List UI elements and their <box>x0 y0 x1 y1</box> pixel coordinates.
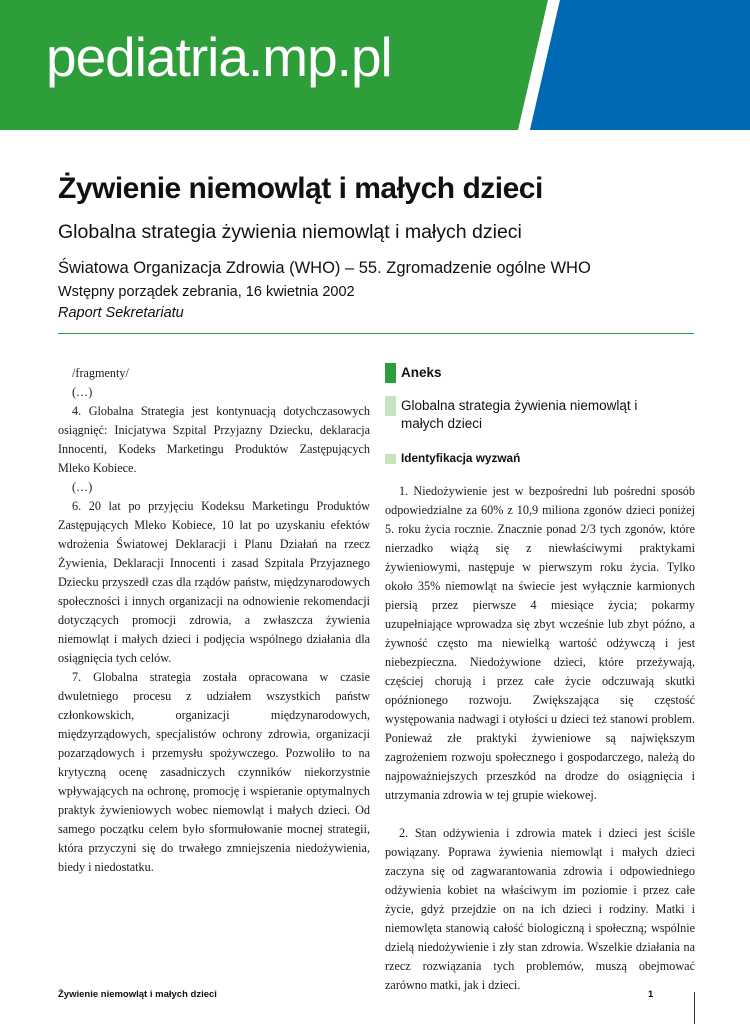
right-column <box>385 482 695 995</box>
annex-title-marker <box>385 396 396 416</box>
annex-heading: Aneks <box>401 365 442 380</box>
footer-title: Żywienie niemowląt i małych dzieci <box>58 989 217 1000</box>
paragraph: (…) <box>72 385 93 399</box>
page-number: 1 <box>648 989 654 1000</box>
paragraph: /fragmenty/ <box>72 366 129 380</box>
section-marker <box>385 454 396 464</box>
paragraph: (…) <box>72 480 93 494</box>
paragraph: 1. Niedożywienie jest w bezpośredni lub pośredni sposób odpowiedzialne za 60% z 10,9 miliona zgonów dzieci poniżej 5. roku życia rocznie. Znacznie ponad 2/3 tych zgonów, które nierzadko wiążą się z niewłaściwymi praktykami żywieniowymi, następuje w pierwszym roku życia. Tylko około 35% niemowląt na świecie jest wyłącznie karmionych piersią przez pierwsze 4 miesiące życia; pokarmy uzupełniające wprowadza się zbyt wcześnie lub zbyt późno, a żywność często ma niewielką wartość odżywczą i jest niebezpieczna. Niedożywione dzieci, które przeżywają, częściej chorują i przez całe życie odczuwają skutki opóźnionego rozwoju. Zwiększająca się częstość występowania nadwagi i otyłości u dzieci też stanowi problem. Ponieważ złe praktyki żywieniowe są największym zagrożeniem rozwoju społecznego i gospodarczego, należą do najpoważniejszych przeszkód na drodze do osiągnięcia i utrzymania zdrowia w tej grupie wiekowej. <box>385 484 695 802</box>
document-title: Żywienie niemowląt i małych dzieci <box>58 172 543 205</box>
paragraph: 2. Stan odżywienia i zdrowia matek i dzieci jest ściśle powiązany. Poprawa żywienia niemowląt i małych dzieci zaczyna się od zagwarantowania zdrowia i odpowiedniego odżywienia kobiet na właściwym im poziomie i przez całe życie, gdyż przejdzie on na ich dzieci i rodziny. Matki i niemowlęta stanowią całość biologiczną i społeczną; wspólnie dzielą niedożywienie i zły stan zdrowia. Wszelkie działania na rzecz rozwiązania tych problemów, muszą obejmować zarówno matki, jak i dzieci. <box>385 826 695 992</box>
annex-title: Globalna strategia żywienia niemowląt i małych dzieci <box>401 398 638 431</box>
paragraph: 4. Globalna Strategia jest kontynuacją dotychczasowych osiągnięć: Inicjatywa Szpital Przyjazny Dziecku, deklaracja Innocenti, Kodeks Marketingu Produktów Zastępujących Mleko Kobiece. <box>58 404 370 475</box>
paragraph: 7. Globalna strategia została opracowana w czasie dwuletniego procesu z udziałem wszystkich państw członkowskich, organizacji międzynarodowych, międzyrządowych, specjalistów ochrony zdrowia, organizacji pozarządowych i przemysłu spożywczego. Pozwoliło to na krytyczną ocenę zasadniczych czynników niekorzystnie wpływających na ochronę, promocję i wspieranie optymalnych praktyk żywieniowych wobec niemowląt i małych dzieci. Od samego początku celem było sformułowanie mocnej strategii, która przyczyni się do trwałego zmniejszenia niedożywienia, biedy i niedostatku. <box>58 670 370 874</box>
annex-marker <box>385 363 396 383</box>
site-title[interactable]: pediatria.mp.pl <box>46 26 392 88</box>
footer-divider <box>694 992 695 1024</box>
paragraph: 6. 20 lat po przyjęciu Kodeksu Marketingu Produktów Zastępujących Mleko Kobiece, 10 lat po uzyskaniu efektów wdrożenia Światowej Deklaracji i Planu Działań na rzecz Żywienia, Deklaracji Innocenti i zasad Szpitala Przyjaznego Dziecku przyszedł czas dla rządów państw, międzynarodowych społeczności i innych organizacji na odnowienie rekomendacji dotyczących promocji zdrowia, a zwłaszcza żywienia niemowląt i małych dzieci i podjęcia wspólnego działania dla osiągnięcia tych celów. <box>58 499 370 665</box>
header-banner <box>0 0 750 130</box>
header-divider <box>58 333 694 334</box>
document-report: Raport Sekretariatu <box>58 305 184 321</box>
section-heading: Identyfikacja wyzwań <box>401 451 521 465</box>
document-subtitle: Globalna strategia żywienia niemowląt i małych dzieci <box>58 221 522 243</box>
left-column <box>58 364 370 877</box>
document-meeting: Wstępny porządek zebrania, 16 kwietnia 2002 <box>58 284 355 300</box>
document-organization: Światowa Organizacja Zdrowia (WHO) – 55. Zgromadzenie ogólne WHO <box>58 259 591 277</box>
